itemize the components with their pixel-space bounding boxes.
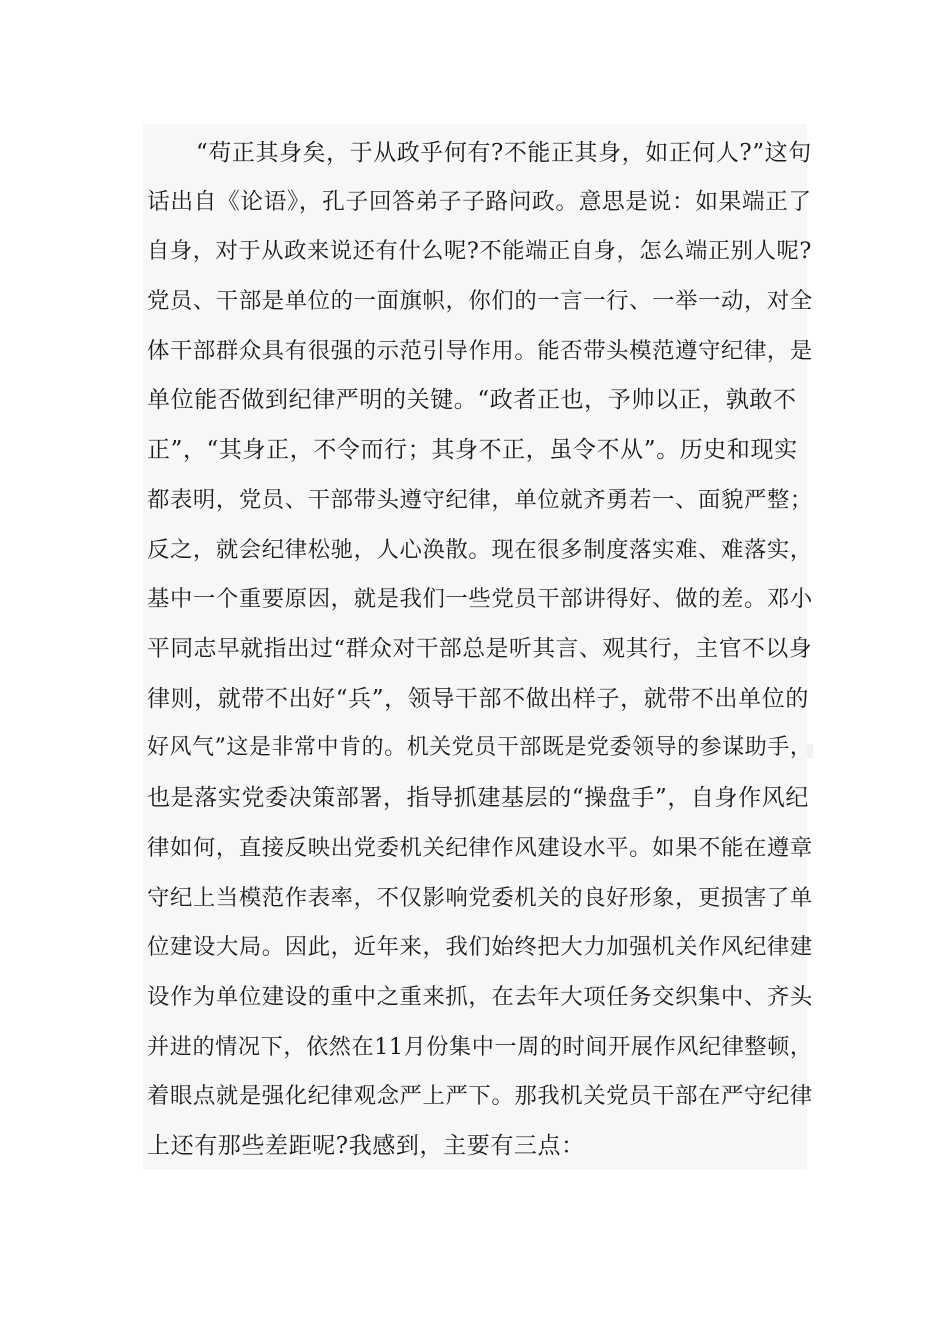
paragraph-line: 设作为单位建设的重中之重来抓，在去年大项任务交织集中、齐头 [147,984,813,1010]
paragraph-line: 党员、干部是单位的一面旗帜，你们的一言一行、一举一动，对全 [147,288,813,314]
paragraph-line: 也是落实党委决策部署，指导抓建基层的“操盘手”，自身作风纪 [147,785,809,811]
paragraph-line: 着眼点就是强化纪律观念严上严下。那我机关党员干部在严守纪律 [147,1083,813,1109]
paragraph-line: 反之，就会纪律松驰，人心涣散。现在很多制度落实难、难落实， [147,537,813,563]
paragraph-line: 好风气”这是非常中肯的。机关党员干部既是党委领导的参谋助手， [147,735,813,760]
paragraph-line: 律如何，直接反映出党委机关纪律作风建设水平。如果不能在遵章 [147,835,813,861]
paragraph-line: 律则，就带不出好“兵”，领导干部不做出样子，就带不出单位的 [147,686,809,712]
paragraph-line: 都表明，党员、干部带头遵守纪律，单位就齐勇若一、面貌严整； [147,487,813,513]
paragraph-line: 位建设大局。因此，近年来，我们始终把大力加强机关作风纪律建 [147,934,813,960]
paragraph-line: 并进的情况下，依然在11月份集中一周的时间开展作风纪律整顿， [147,1034,813,1060]
paragraph-line: 话出自《论语》，孔子回答弟子子路问政。意思是说：如果端正了 [147,189,812,215]
paragraph-line: 单位能否做到纪律严明的关键。“政者正也，予帅以正，孰敢不 [147,387,797,413]
paragraph-line: 体干部群众具有很强的示范引导作用。能否带头模范遵守纪律，是 [147,338,813,364]
paragraph-line: 上还有那些差距呢?我感到，主要有三点： [147,1133,585,1159]
paragraph-line: 守纪上当模范作表率，不仅影响党委机关的良好形象，更损害了单 [147,885,813,911]
paragraph-line: 基中一个重要原因，就是我们一些党员干部讲得好、做的差。邓小 [147,586,813,612]
paragraph-line: 平同志早就指出过“群众对干部总是听其言、观其行，主官不以身 [147,636,813,662]
paragraph-line: 自身，对于从政来说还有什么呢?不能端正自身，怎么端正别人呢? [147,238,812,264]
paragraph-line: “苟正其身矣，于从政乎何有?不能正其身，如正何人?”这句 [196,140,812,166]
paragraph-line: 正”，“其身正，不令而行；其身不正，虽令不从”。历史和现实 [147,437,798,463]
